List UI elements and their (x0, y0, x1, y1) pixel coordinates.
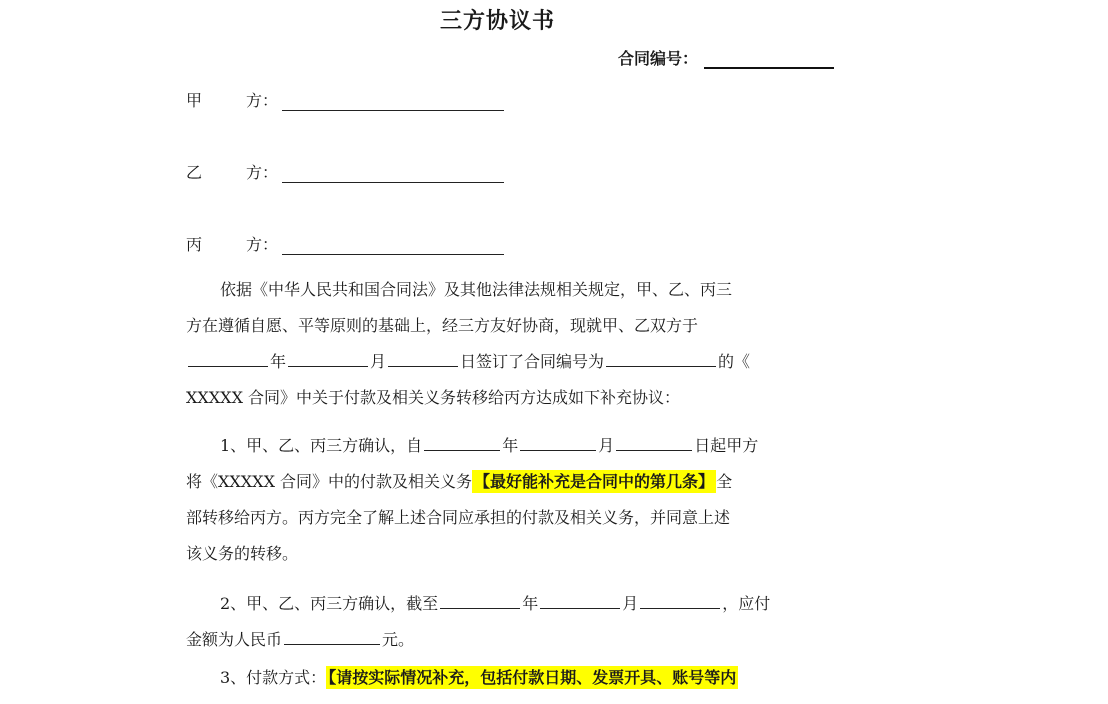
clause-3 (186, 660, 826, 696)
clause-3-prefix: 3、付款方式： (220, 668, 327, 687)
intro-day-label: 日签订了合同编号为 (460, 352, 605, 371)
clause-1-line-2 (186, 464, 826, 500)
clause-2-line-2 (186, 622, 826, 658)
intro-line-2: 方在遵循自愿、平等原则的基础上，经三方友好协商，现就甲、乙双方于 (186, 316, 699, 335)
clause-2-year-label: 年 (522, 594, 539, 613)
party-c-suffix: 方： (246, 235, 279, 254)
party-c-name: 丙 (186, 235, 203, 254)
intro-contract-no-blank[interactable] (606, 350, 716, 367)
party-a-name: 甲 (186, 91, 203, 110)
intro-day-blank[interactable] (388, 350, 458, 367)
clause-2-year-blank[interactable] (440, 592, 520, 609)
clause-1-line-4: 该义务的转移。 (186, 544, 299, 563)
party-a-row (186, 88, 504, 111)
document-title: 三方协议书 (440, 8, 556, 34)
clause-3-line-1 (186, 660, 826, 696)
clause-1-year-blank[interactable] (424, 434, 500, 451)
clause-3-highlight-note: 【请按实际情况补充，包括付款日期、发票开具、账号等内 (328, 668, 737, 687)
contract-number-field (618, 46, 834, 69)
party-a-blank[interactable] (282, 94, 504, 111)
clause-2-amount-blank[interactable] (284, 628, 380, 645)
intro-paragraph (186, 272, 826, 416)
party-c-blank[interactable] (282, 238, 504, 255)
contract-number-blank[interactable] (704, 51, 834, 69)
clause-2-amount-label: 金额为人民币 (186, 630, 283, 649)
clause-2-tail: ，应付 (722, 594, 771, 613)
intro-year-blank[interactable] (188, 350, 268, 367)
clause-1-line-1 (186, 428, 826, 464)
intro-year-label: 年 (270, 352, 287, 371)
clause-2-prefix: 2、甲、乙、丙三方确认，截至 (220, 594, 439, 613)
intro-of-label: 的《 (718, 352, 751, 371)
party-a-suffix: 方： (246, 91, 279, 110)
clause-1-year-label: 年 (502, 436, 519, 455)
contract-number-label: 合同编号： (618, 49, 699, 68)
intro-line-1: 依据《中华人民共和国合同法》及其他法律法规相关规定，甲、乙、丙三 (220, 280, 733, 299)
intro-month-blank[interactable] (288, 350, 368, 367)
clause-1-line-2-tail: 全 (716, 472, 733, 491)
intro-month-label: 月 (370, 352, 387, 371)
clause-1 (186, 428, 826, 572)
clause-1-prefix: 1、甲、乙、丙三方确认，自 (220, 436, 423, 455)
party-b-name: 乙 (186, 163, 203, 182)
party-b-blank[interactable] (282, 166, 504, 183)
clause-1-line-2-text: 将《XXXXX 合同》中的付款及相关义务 (186, 472, 473, 491)
clause-1-month-blank[interactable] (520, 434, 596, 451)
intro-line-4: XXXXX 合同》中关于付款及相关义务转移给丙方达成如下补充协议： (186, 388, 681, 407)
clause-1-highlight-note: 【最好能补充是合同中的第几条】 (474, 472, 715, 491)
clause-2-day-blank[interactable] (640, 592, 720, 609)
clause-1-line-3: 部转移给丙方。丙方完全了解上述合同应承担的付款及相关义务，并同意上述 (186, 508, 731, 527)
clause-2 (186, 586, 826, 658)
clause-1-day-blank[interactable] (616, 434, 692, 451)
clause-2-month-label: 月 (622, 594, 639, 613)
clause-2-line-1 (186, 586, 826, 622)
party-b-row (186, 160, 504, 183)
party-b-suffix: 方： (246, 163, 279, 182)
clause-1-month-label: 月 (598, 436, 615, 455)
intro-line-3 (186, 344, 826, 380)
party-c-row (186, 232, 504, 255)
clause-2-month-blank[interactable] (540, 592, 620, 609)
clause-1-day-tail: 日起甲方 (694, 436, 759, 455)
clause-2-unit: 元。 (382, 630, 415, 649)
